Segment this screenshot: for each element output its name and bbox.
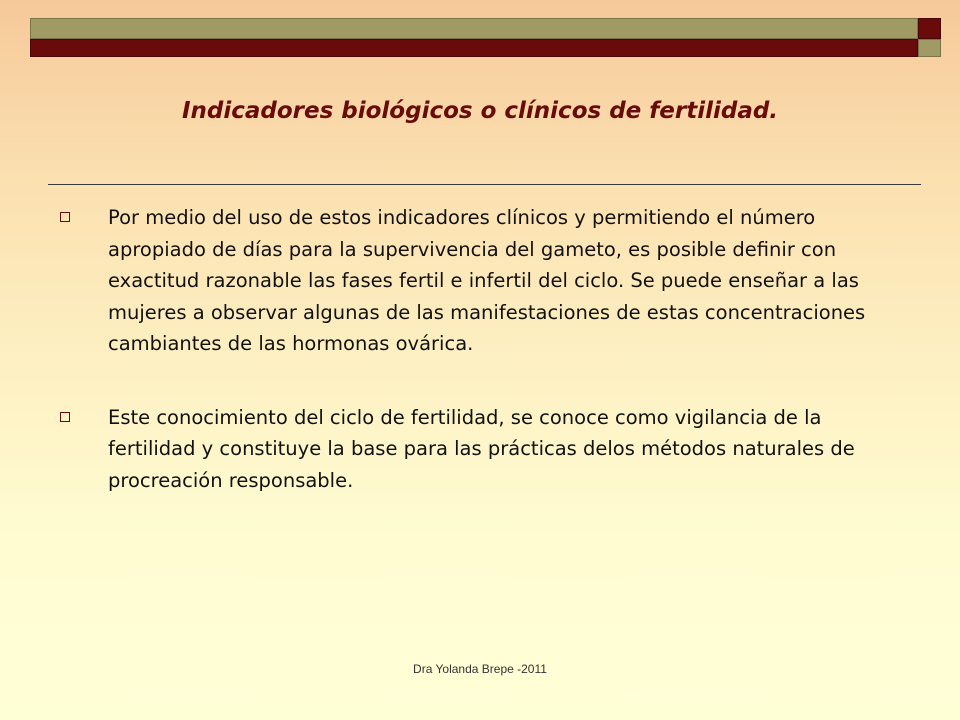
hollow-square-icon bbox=[60, 212, 70, 222]
bullet-list bbox=[58, 202, 908, 496]
slide-footer: Dra Yolanda Brepe -2011 bbox=[413, 662, 547, 676]
bullet-item bbox=[58, 402, 908, 497]
bullet-text: Por medio del uso de estos indicadores clínicos y permitiendo el número apropiado de días para la supervivencia del gameto, es posible definir con exactitud razonable las fases fertil e infertil del ciclo. Se puede enseñar a las mujeres a observar algunas de las manifestaciones de estas concentraciones cambiantes de las hormonas ovárica. bbox=[108, 206, 866, 355]
header-banner-maroon-bar bbox=[30, 39, 918, 57]
bullet-text: Este conocimiento del ciclo de fertilidad, se conoce como vigilancia de la fertilidad y constituye la base para las prácticas delos métodos naturales de procreación responsable. bbox=[108, 405, 855, 492]
hollow-square-icon bbox=[60, 412, 70, 422]
header-banner-olive-bar bbox=[30, 18, 918, 39]
bullet-item bbox=[58, 202, 908, 360]
header-square-maroon bbox=[918, 18, 941, 39]
slide-title: Indicadores biológicos o clínicos de fertilidad. bbox=[181, 98, 779, 124]
header-square-olive bbox=[918, 39, 941, 57]
title-divider bbox=[48, 184, 921, 185]
